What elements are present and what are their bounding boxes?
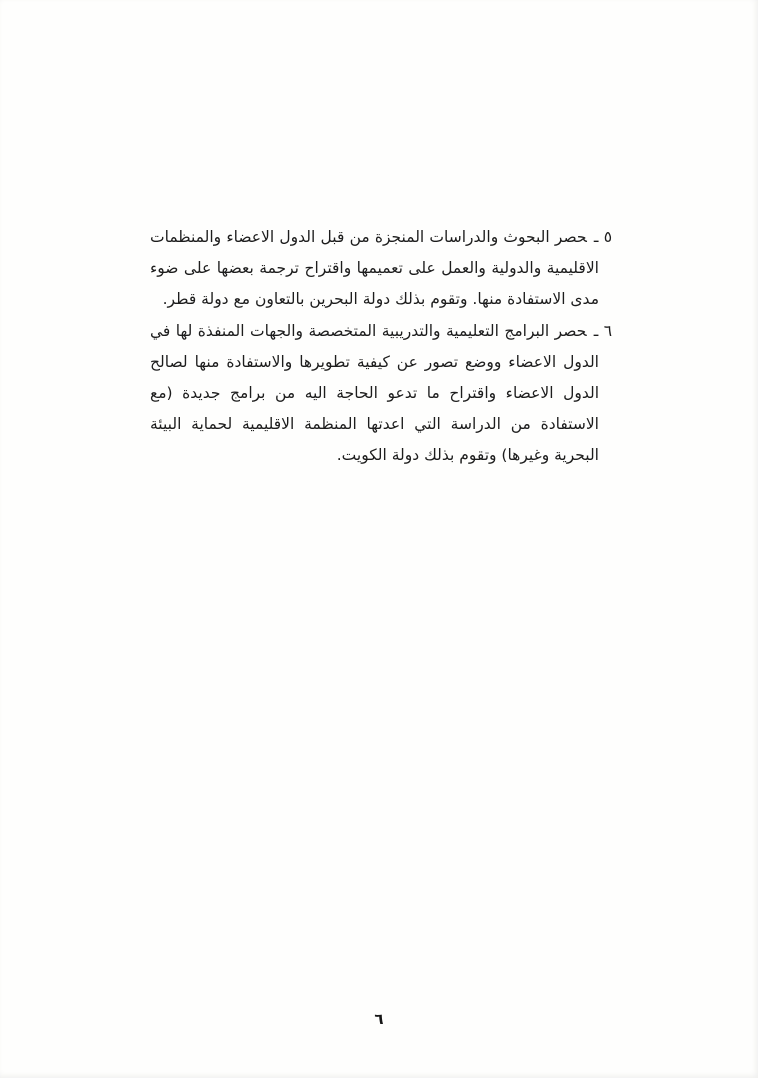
item-text: حصر البحوث والدراسات المنجزة من قبل الدول الاعضاء والمنظمات الاقليمية والدولية والعمل على تعميمها واقتراح ترجمة بعضها على ضوء مدى الاستفادة منها. وتقوم بذلك دولة البحرين بالتعاون مع دولة قطر. bbox=[150, 228, 599, 308]
item-number: ٦ ـ bbox=[593, 322, 613, 340]
page-number: ٦ bbox=[374, 1010, 384, 1028]
item-number: ٥ ـ bbox=[593, 228, 613, 246]
list-item bbox=[150, 316, 612, 471]
item-text: حصر البرامج التعليمية والتدريبية المتخصصة والجهات المنفذة لها في الدول الاعضاء ووضع تصور عن كيفية تطويرها والاستفادة منها لصالح الدول الاعضاء واقتراح ما تدعو الحاجة اليه من برامج جديدة (مع الاستفادة من الدراسة التي اعدتها المنظمة الاقليمية لحماية البيئة البحرية وغيرها) وتقوم بذلك دولة الكويت. bbox=[150, 322, 599, 464]
list-item bbox=[150, 222, 612, 315]
text-block bbox=[150, 222, 612, 472]
